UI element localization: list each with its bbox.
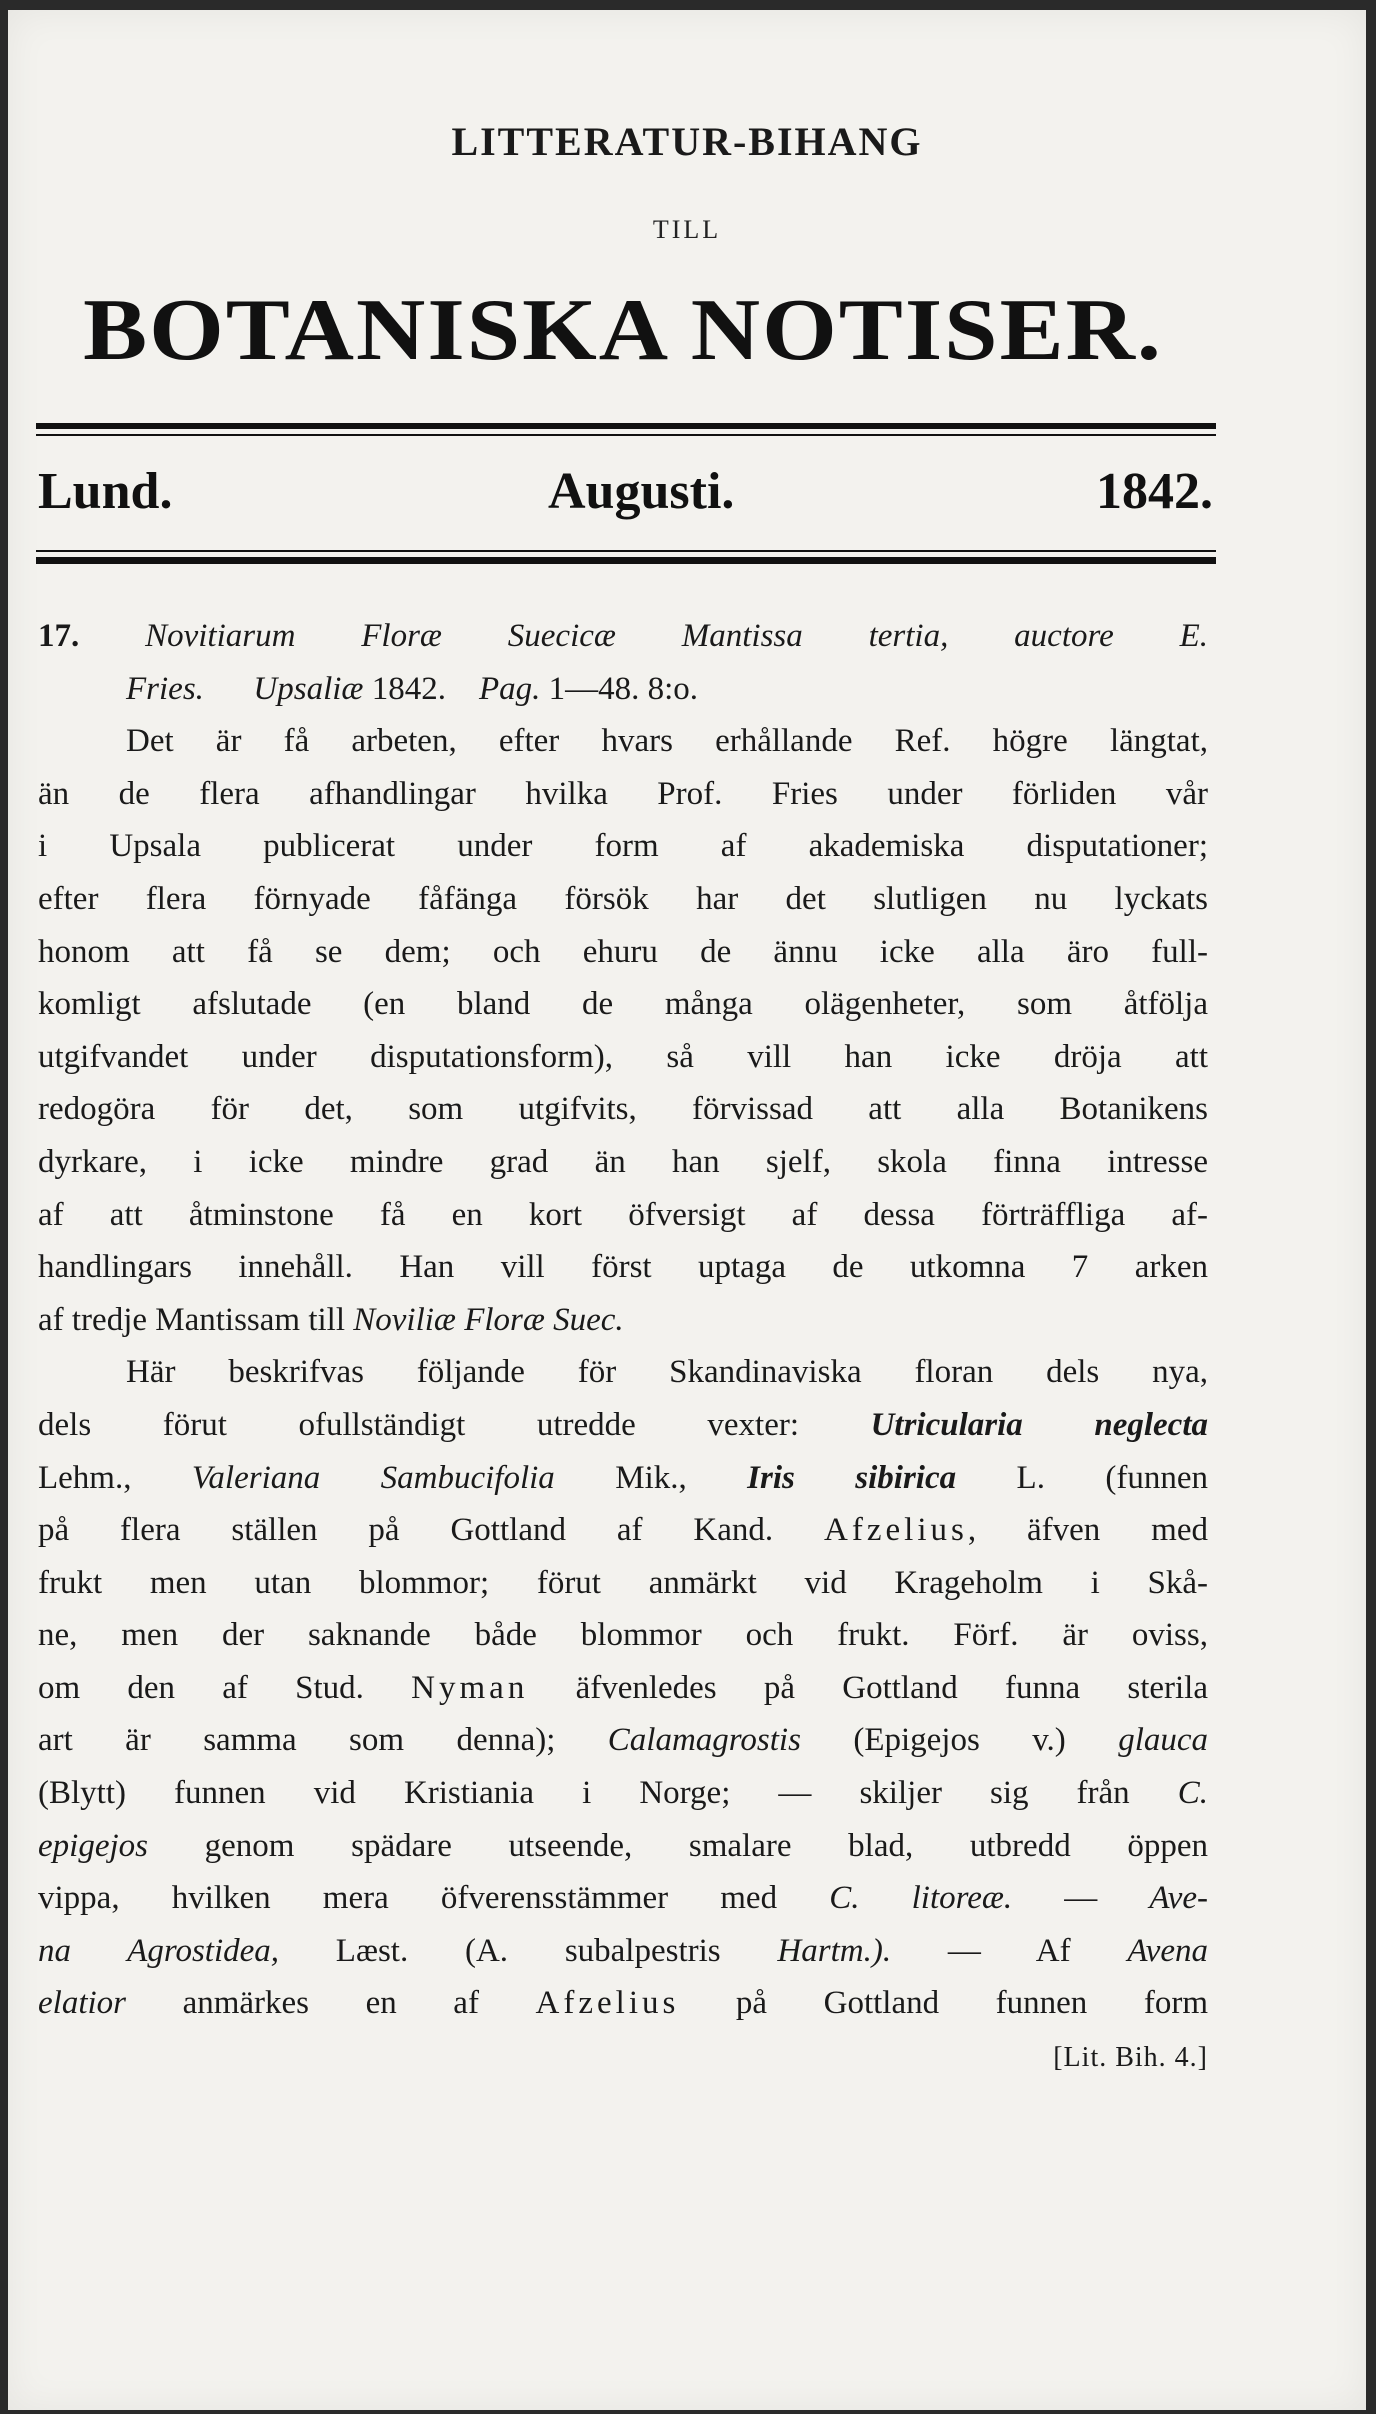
entry-author: Fries. bbox=[126, 670, 204, 707]
p2-line bbox=[38, 1820, 1208, 1873]
p2-text: på Gottland funnen form bbox=[735, 1985, 1209, 2022]
rule-thick-bottom bbox=[36, 557, 1216, 564]
p2-text: (Epigejos v.) bbox=[853, 1722, 1066, 1759]
p1-line: Det är få arbeten, efter hvars erhållande Ref. högre längtat, bbox=[126, 723, 1208, 760]
p2-text: genom spädare utseende, smalare blad, utbredd öppen bbox=[204, 1827, 1208, 1864]
p2-line bbox=[38, 1399, 1208, 1452]
taxon-name: Calamagrostis bbox=[607, 1722, 801, 1759]
p2-text: L. (funnen bbox=[1016, 1459, 1208, 1496]
entry-heading-line-2 bbox=[38, 663, 1208, 716]
p1-line: dyrkare, i icke mindre grad än han sjelf, skola finna intresse bbox=[38, 1143, 1208, 1180]
p2-text: Læst. (A. subalpestris bbox=[335, 1932, 721, 1969]
p2-line bbox=[38, 1452, 1208, 1505]
p1-line: än de flera afhandlingar hvilka Prof. Fries under förliden vår bbox=[38, 775, 1208, 812]
p2-text: Mik., bbox=[615, 1459, 687, 1496]
taxon-name: C. litoreæ. bbox=[829, 1880, 1013, 1917]
taxon-name: Iris sibirica bbox=[747, 1459, 957, 1496]
entry-pages: 1—48. 8:o. bbox=[548, 670, 699, 707]
p2-line bbox=[38, 1662, 1208, 1715]
dateline-year: 1842. bbox=[1096, 463, 1213, 520]
p2-text: Lehm., bbox=[38, 1459, 132, 1496]
person-name: Afzelius bbox=[824, 1512, 968, 1549]
masthead-till: TILL bbox=[652, 215, 722, 244]
p1-last-start: af tredje Mantissam till bbox=[38, 1301, 346, 1338]
person-name: Nyman bbox=[411, 1669, 529, 1706]
entry-imprint: Upsaliæ bbox=[253, 670, 364, 707]
p2-text: — bbox=[1064, 1880, 1098, 1917]
p1-line: af att åtminstone få en kort öfversigt af dessa förträffliga af- bbox=[38, 1196, 1208, 1233]
taxon-name: na Agrostidea, bbox=[38, 1932, 280, 1969]
taxon-name: Ave- bbox=[1149, 1880, 1209, 1917]
p1-line: utgifvandet under disputationsform), så vill han icke dröja att bbox=[38, 1038, 1208, 1075]
p2-line bbox=[38, 1872, 1208, 1925]
p1-line: honom att få se dem; och ehuru de ännu icke alla äro full- bbox=[38, 933, 1208, 970]
p1-last-line bbox=[38, 1294, 1208, 1347]
p2-text: , äfven med bbox=[967, 1512, 1208, 1549]
entry-pag: Pag. bbox=[478, 670, 541, 707]
p2-line bbox=[38, 1977, 1208, 2030]
p1-line: efter flera förnyade fåfänga försök har det slutligen nu lyckats bbox=[38, 880, 1208, 917]
rule-thin-top bbox=[36, 434, 1216, 436]
p2-text: äfvenledes på Gottland funna sterila bbox=[575, 1669, 1208, 1706]
p2-text: — Af bbox=[947, 1932, 1071, 1969]
taxon-name: elatior bbox=[38, 1985, 126, 2022]
rule-thick-top bbox=[36, 423, 1216, 429]
journal-title: BOTANISKA NOTISER. bbox=[83, 279, 1163, 379]
p2-text: vippa, hvilken mera öfverensstämmer med bbox=[38, 1880, 778, 1917]
p2-line bbox=[38, 1925, 1208, 1978]
rule-thin-bottom bbox=[36, 550, 1216, 552]
supplement-title: LITTERATUR-BIHANG bbox=[451, 119, 923, 164]
p1-line: komligt afslutade (en bland de många olägenheter, som åtfölja bbox=[38, 986, 1208, 1023]
p2-text: (Blytt) funnen vid Kristiania i Norge; — skiljer sig från bbox=[38, 1775, 1130, 1812]
taxon-name: Avena bbox=[1127, 1932, 1209, 1969]
article-body bbox=[38, 610, 1208, 2083]
taxon-name: Hartm.). bbox=[777, 1932, 892, 1969]
p2-text: dels förut ofullständigt utredde vexter: bbox=[38, 1406, 800, 1443]
p1-line: i Upsala publicerat under form af akademiska disputationer; bbox=[38, 828, 1208, 865]
entry-number: 17. bbox=[38, 618, 80, 654]
p2-line: Här beskrifvas följande för Skandinaviska floran dels nya, bbox=[126, 1354, 1208, 1391]
p2-line bbox=[38, 1714, 1208, 1767]
p1-line: handlingars innehåll. Han vill först uptaga de utkomna 7 arken bbox=[38, 1249, 1208, 1286]
page bbox=[8, 10, 1366, 2410]
taxon-name: C. bbox=[1177, 1775, 1208, 1812]
p2-line: ne, men der saknande både blommor och frukt. Förf. är oviss, bbox=[38, 1617, 1208, 1654]
p2-text: art är samma som denna); bbox=[38, 1722, 556, 1759]
taxon-name: Utricularia neglecta bbox=[870, 1406, 1208, 1443]
p1-last-italic: Noviliæ Floræ Suec. bbox=[353, 1301, 624, 1338]
p2-line bbox=[38, 1767, 1208, 1820]
taxon-name: epigejos bbox=[38, 1827, 148, 1864]
entry-heading-line-1 bbox=[38, 610, 1208, 663]
p2-line: frukt men utan blommor; förut anmärkt vid Krageholm i Skå- bbox=[38, 1564, 1208, 1601]
p2-line bbox=[38, 1504, 1208, 1557]
signature-line bbox=[38, 2030, 1208, 2083]
entry-title: Novitiarum Floræ Suecicæ Mantissa tertia, auctore E. bbox=[145, 618, 1208, 654]
dateline-month: Augusti. bbox=[548, 463, 735, 520]
dateline-place: Lund. bbox=[38, 463, 173, 520]
taxon-name: glauca bbox=[1118, 1722, 1209, 1759]
p2-text: på flera ställen på Gottland af Kand. bbox=[38, 1512, 774, 1549]
taxon-name: Valeriana Sambucifolia bbox=[191, 1459, 555, 1496]
person-name: Afzelius bbox=[535, 1985, 680, 2022]
entry-year: 1842. bbox=[371, 670, 446, 707]
p2-text: anmärkes en af bbox=[182, 1985, 479, 2022]
p2-text: om den af Stud. bbox=[38, 1669, 364, 1706]
signature-mark: [Lit. Bih. 4.] bbox=[1053, 2042, 1208, 2074]
p1-line: redogöra för det, som utgifvits, förvissad att alla Botanikens bbox=[38, 1091, 1208, 1128]
